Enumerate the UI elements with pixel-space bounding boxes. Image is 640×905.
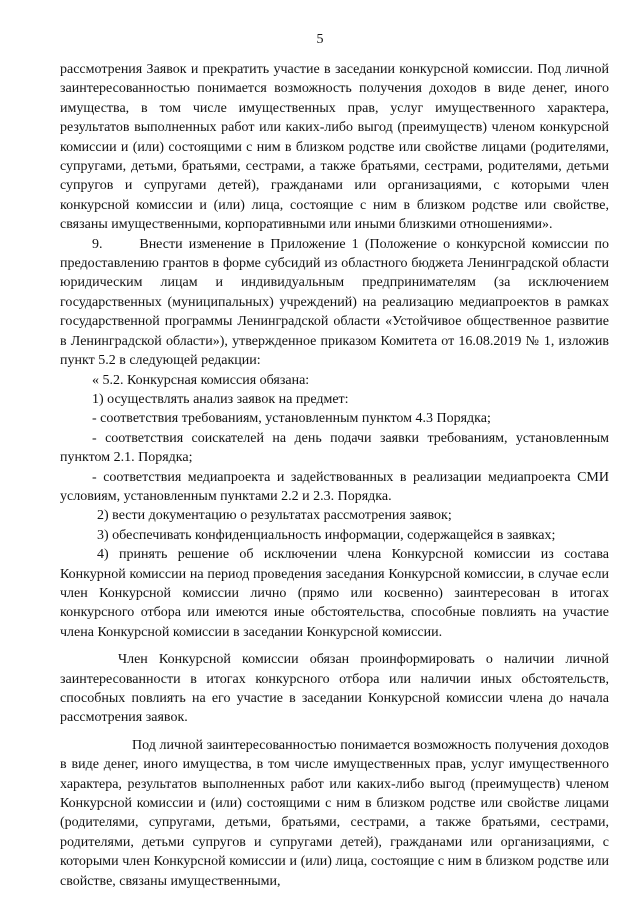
paragraph-member-obligation: Член Конкурсной комиссии обязан проинформировать о наличии личной заинтересованности в итогах конкурсного отбора или наличии иных обстоятельств, способных повлиять на его участие в заседании Конкурсной комиссии члена до начала рассмотрения заявок. <box>60 652 609 726</box>
paragraph-duty-1: 1) осуществлять анализ заявок на предмет: <box>92 391 349 407</box>
paragraph-personal-interest: Под личной заинтересованностью понимается возможность получения доходов в виде денег, иного имущества, в том числе имущественных прав, услуг имущественного характера, результатов выполненных работ или каких-либо выгод (преимуществ) членом Конкурсной комиссии и (или) состоящими с ним в близком родстве или свойстве лицами (родителями, супругами, детьми, братьями, сестрами, а также братьями, сестрами, родителями, детьми супругов и супругами детей), гражданами или организациями, с которыми член Конкурсной комиссии и (или) лица, состоящие с ним в близком родстве или свойстве, связаны имущественными, <box>60 737 609 889</box>
document-body <box>60 60 609 891</box>
paragraph-dash-2: - соответствия соискателей на день подачи заявки требованиям, установленным пунктом 2.1. Порядка; <box>60 430 609 466</box>
paragraph-duty-2: 2) вести документацию о результатах рассмотрения заявок; <box>97 508 452 524</box>
paragraph-dash-1: - соответствия требованиям, установленным пунктом 4.3 Порядка; <box>92 411 491 427</box>
paragraph-clause-5-2: « 5.2. Конкурсная комиссия обязана: <box>92 372 310 388</box>
page-number: 5 <box>316 32 324 47</box>
paragraph-duty-4: 4) принять решение об исключении члена Конкурсной комиссии из состава Конкурной комиссии на период проведения заседания Конкурсной комиссии, в случае если член Конкурсной комиссии лично (прямо или косвенно) заинтересован в итогах конкурсного отбора или имеются иные обстоятельства, способные повлиять на участие члена Конкурсной комиссии в заседании Конкурсной комиссии. <box>60 547 609 640</box>
paragraph-continuation: рассмотрения Заявок и прекратить участие в заседании конкурсной комиссии. Под личной заинтересованностью понимается возможность получения доходов в виде денег, иного имущества, в том числе имущественных прав, услуг имущественного характера, результатов выполненных работ или каких-либо выгод (преимуществ) членом конкурсной комиссии и (или) состоящими с ним в близком родстве или свойстве лицами (родителями, супругами, детьми, братьями, сестрами, а также братьями, сестрами, родителями, детьми супругов и супругами детей), гражданами или организациями, с которыми член конкурсной комиссии и (или) лица, состоящие с ним в близком родстве или свойстве, связаны имущественными, корпоративными или иными близкими отношениями». <box>60 62 609 233</box>
paragraph-duty-3: 3) обеспечивать конфиденциальность информации, содержащейся в заявках; <box>97 527 556 543</box>
paragraph-dash-3: - соответствия медиапроекта и задействованных в реализации медиапроекта СМИ условиям, установленным пунктами 2.2 и 2.3. Порядка. <box>60 469 609 504</box>
paragraph-item-9: 9. Внести изменение в Приложение 1 (Положение о конкурсной комиссии по предоставлению грантов в форме субсидий из областного бюджета Ленинградской области юридическим лицам и индивидуальным предпринимателям (за исключением государственных (муниципальных) учреждений) на реализацию медиапроектов в рамках государственной программы Ленинградской области «Устойчивое общественное развитие в Ленинградской области»), утвержденное приказом Комитета от 16.08.2019 № 1, изложив пункт 5.2 в следующей редакции: <box>60 236 609 369</box>
